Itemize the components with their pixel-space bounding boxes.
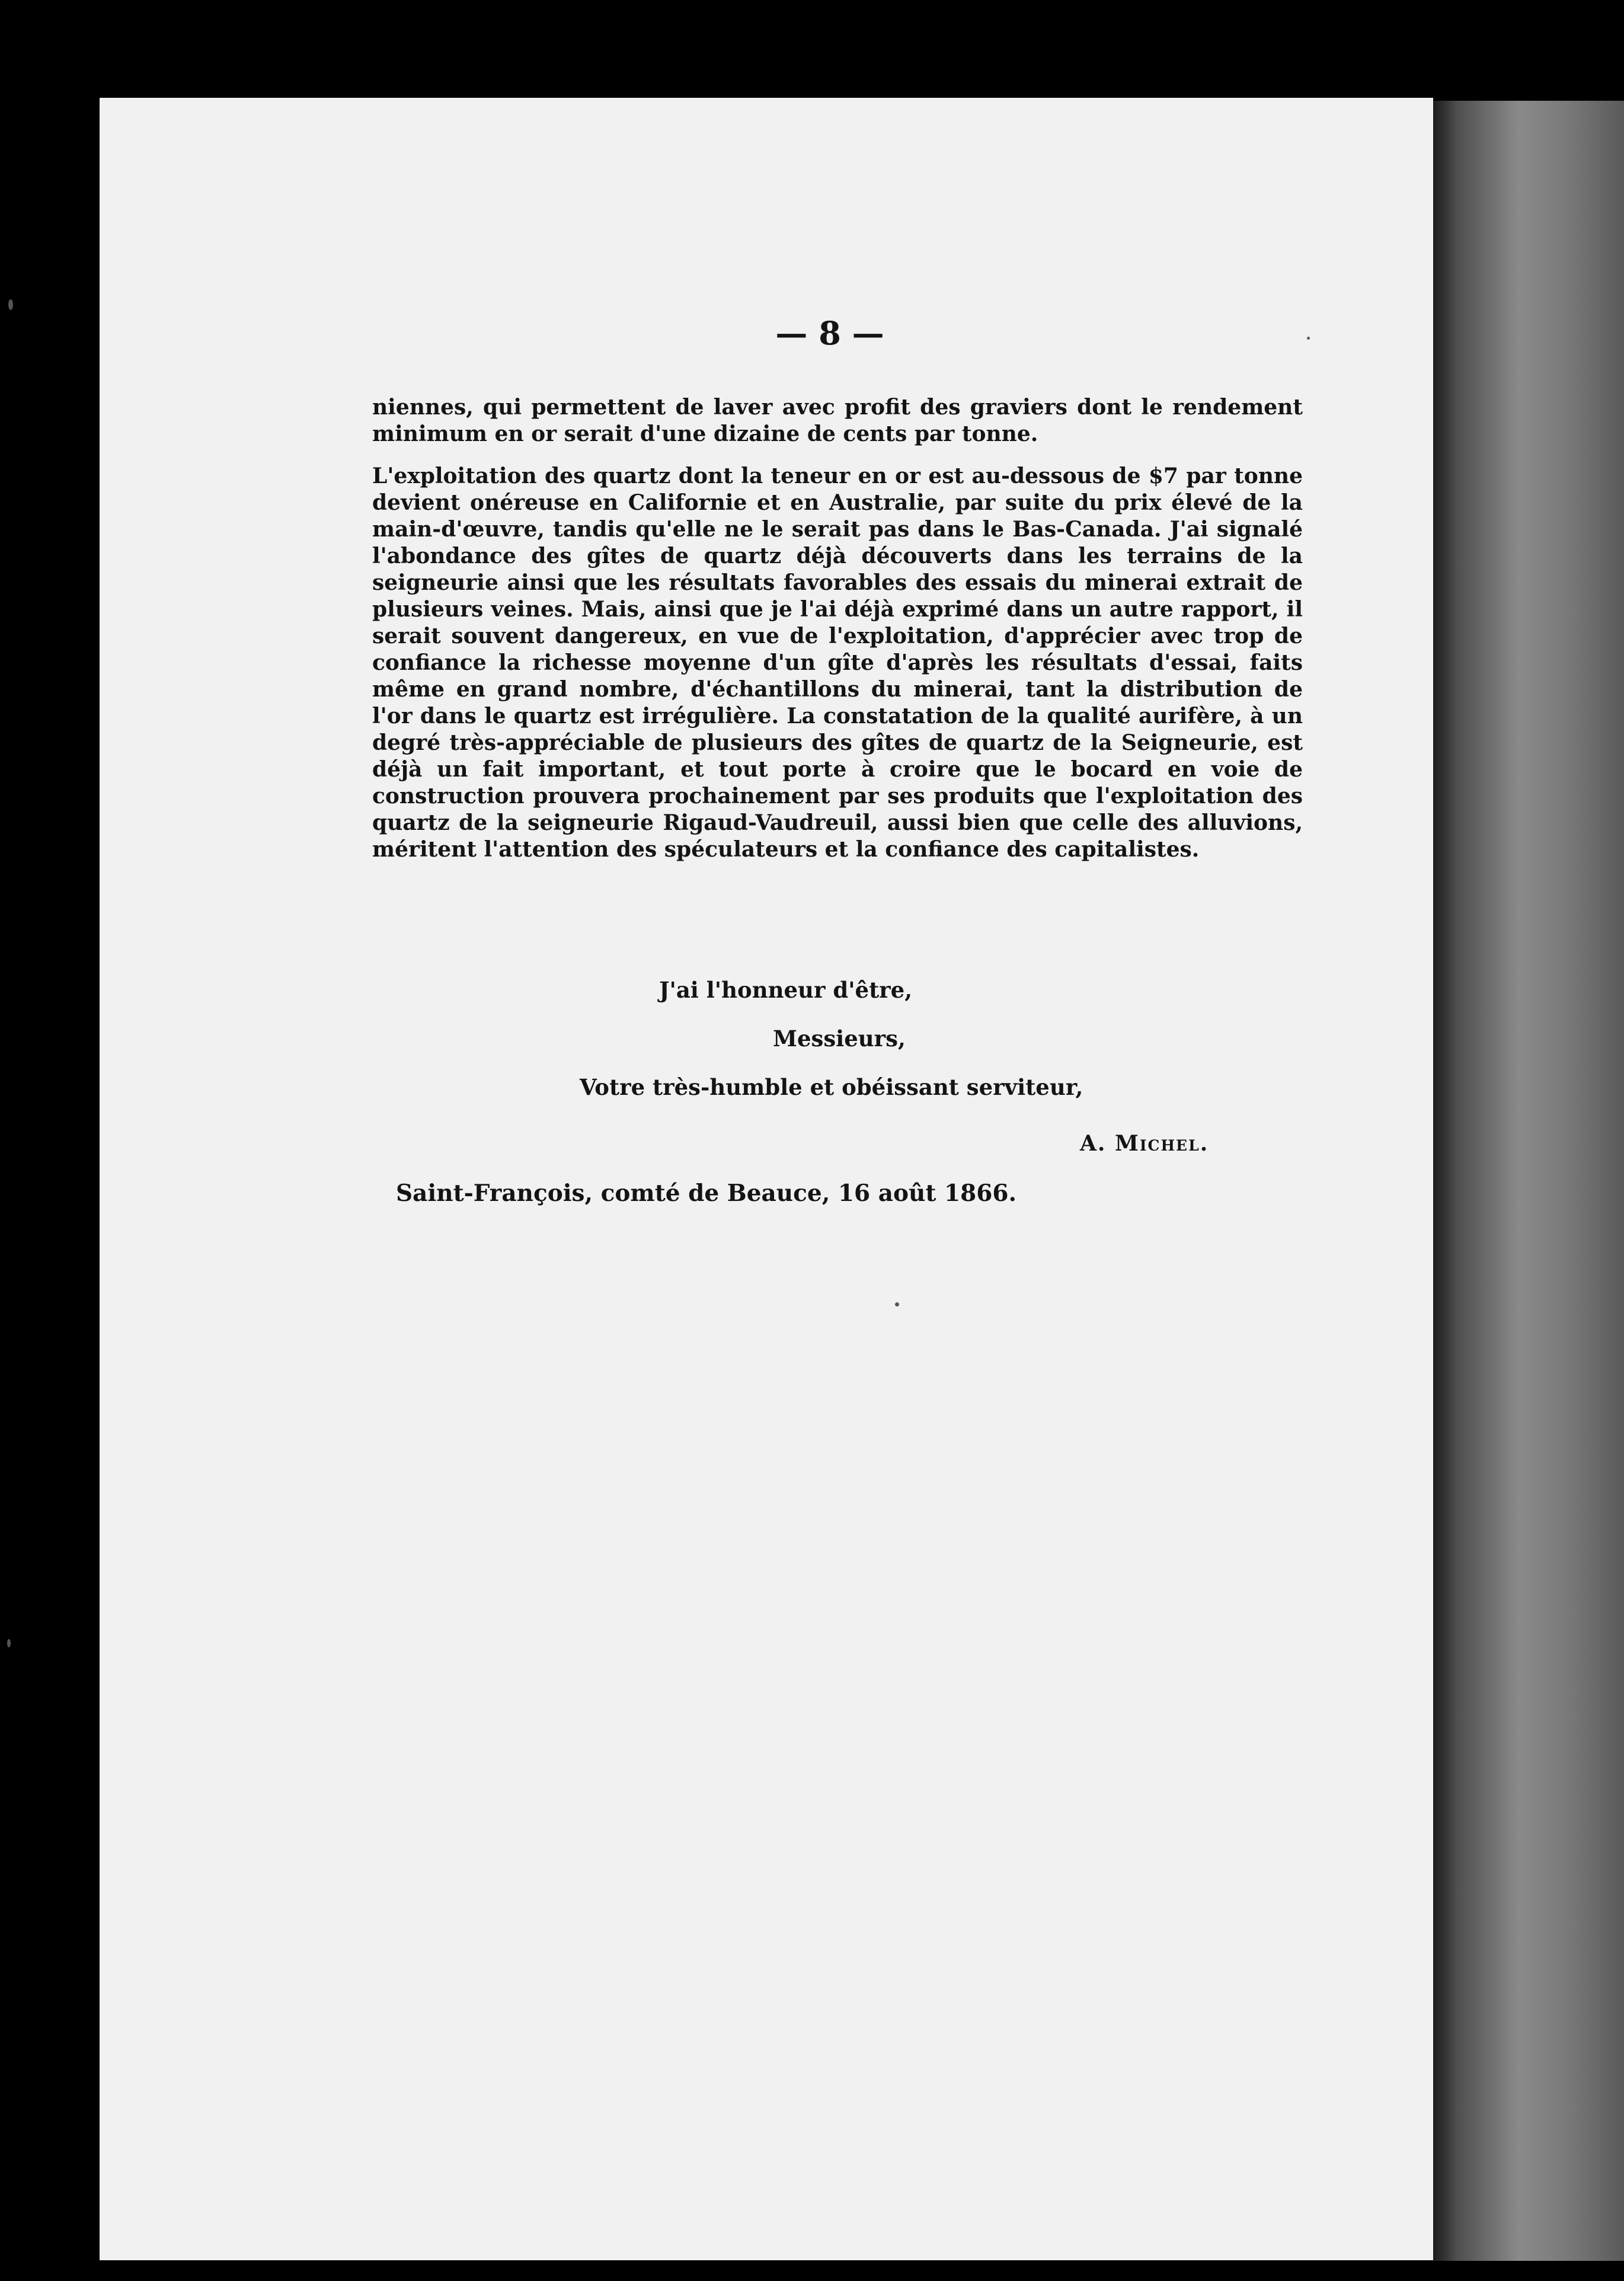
scan-speck [7, 1639, 11, 1647]
signature: A. Michel. [1080, 1131, 1209, 1156]
paragraph-1: niennes, qui permettent de laver avec profit des graviers dont le rendement minimum en or serait d'une dizaine de cents par tonne. [372, 395, 1303, 446]
page-number: — 8 — [775, 314, 884, 352]
closing-line-3: Votre très-humble et obéissant serviteur, [580, 1074, 1083, 1100]
body-text [372, 394, 1303, 878]
spine-shadow [1433, 101, 1457, 2261]
scan-speck [8, 299, 13, 310]
scan-speck [895, 1302, 899, 1306]
book-spine [1433, 101, 1624, 2261]
dateline: Saint-François, comté de Beauce, 16 août 1866. [396, 1180, 1017, 1207]
closing-line-1: J'ai l'honneur d'être, [659, 977, 913, 1003]
closing-line-2: Messieurs, [773, 1026, 906, 1052]
scan-speck [1307, 337, 1310, 340]
paragraph-2: L'exploitation des quartz dont la teneur en or est au-dessous de $7 par tonne devient onéreuse en Californie et en Australie, par suite du prix élevé de la main-d'œuvre, tandis qu'elle ne le serait pas dans le Bas-Canada. J'ai signalé l'abondance des gîtes de quartz déjà découverts dans les terrains de la seigneurie ainsi que les résultats favorables des essais du minerai extrait de plusieurs veines. Mais, ainsi que je l'ai déjà exprimé dans un autre rapport, il serait souvent dangereux, en vue de l'exploitation, d'apprécier avec trop de confiance la richesse moyenne d'un gîte d'après les résultats d'essai, faits même en grand nombre, d'échantillons du minerai, tant la distribution de l'or dans le quartz est irrégulière. La constatation de la qualité aurifère, à un degré très-appréciable de plusieurs des gîtes de quartz de la Seigneurie, est déjà un fait important, et tout porte à croire que le bocard en voie de construction prouvera prochainement par ses produits que l'exploitation des quartz de la seigneurie Rigaud-Vaudreuil, aussi bien que celle des alluvions, méritent l'attention des spéculateurs et la confiance des capitalistes. [372, 464, 1303, 862]
